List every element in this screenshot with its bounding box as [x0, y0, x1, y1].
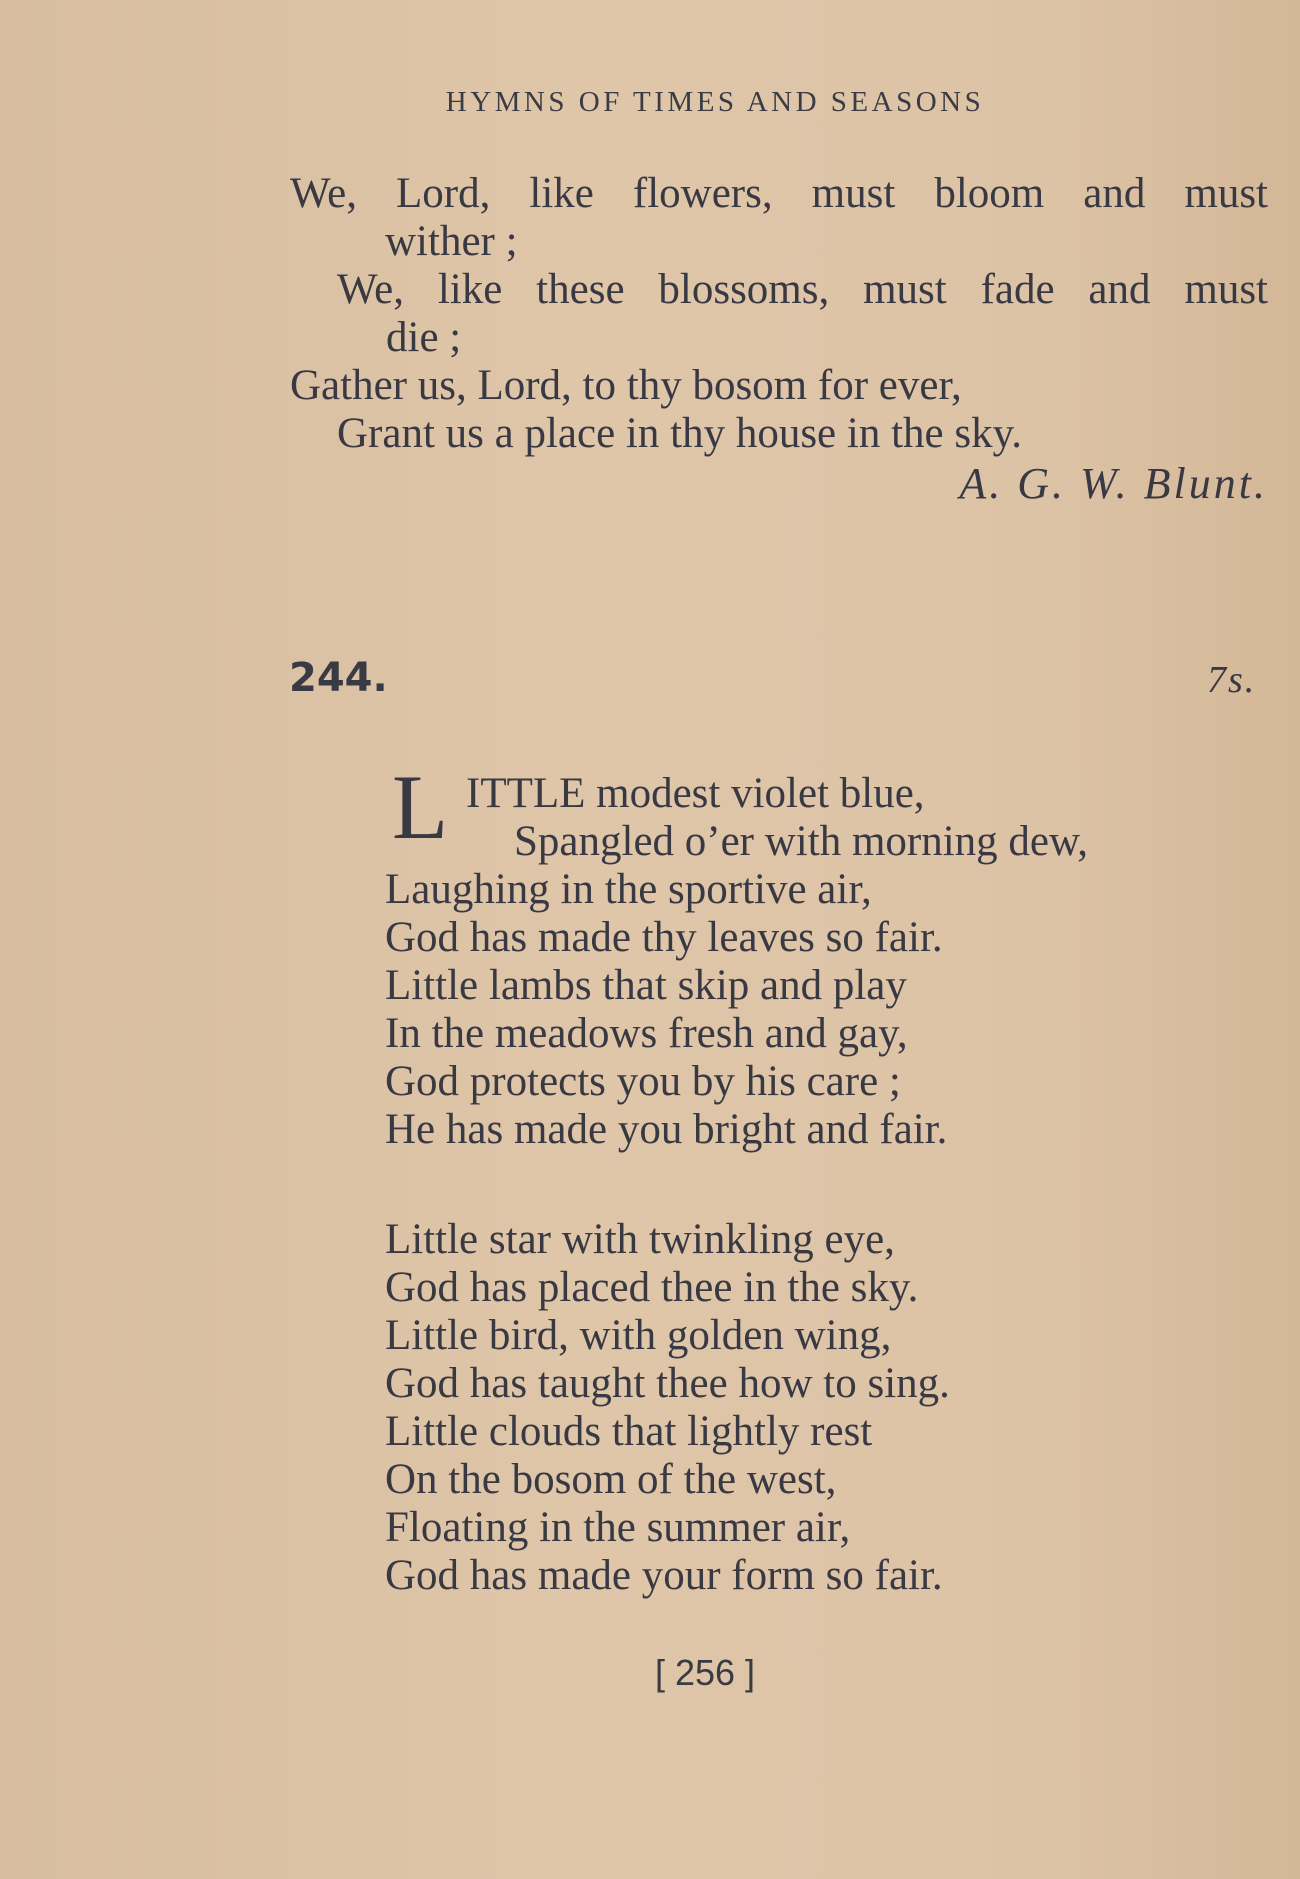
verse-line: Little lambs that skip and play [385, 962, 907, 1009]
verse-line: wither ; [385, 218, 518, 265]
verse-line: ITTLE modest violet blue, [466, 770, 925, 817]
verse-line: In the meadows fresh and gay, [385, 1010, 908, 1057]
verse-line: Little bird, with golden wing, [385, 1312, 892, 1359]
verse-line: Gather us, Lord, to thy bosom for ever, [290, 362, 962, 409]
verse-line: Spangled o’er with morning dew, [514, 818, 1089, 865]
hymn-number: 244. [289, 655, 388, 701]
verse-line: We, Lord, like flowers, must bloom and must [290, 170, 1268, 217]
hymn-meter: 7s. [1207, 659, 1257, 701]
verse-line: He has made you bright and fair. [385, 1106, 948, 1153]
verse-line: Little clouds that lightly rest [385, 1408, 873, 1455]
verse-line: God has placed thee in the sky. [385, 1264, 919, 1311]
verse-line: God protects you by his care ; [385, 1058, 901, 1105]
verse-line: God has taught thee how to sing. [385, 1360, 950, 1407]
verse-line: God has made your form so fair. [385, 1552, 943, 1599]
verse-line: On the bosom of the west, [385, 1456, 837, 1503]
drop-cap: L [392, 756, 449, 858]
verse-line: Little star with twinkling eye, [385, 1216, 895, 1263]
running-head: HYMNS OF TIMES AND SEASONS [445, 86, 985, 118]
page-number: [ 256 ] [654, 1652, 756, 1693]
verse-line: We, like these blossoms, must fade and must [337, 266, 1268, 313]
verse-line: Floating in the summer air, [385, 1504, 851, 1551]
verse-line: Laughing in the sportive air, [385, 866, 872, 913]
hymn-author: A. G. W. Blunt. [959, 459, 1268, 508]
verse-line: God has made thy leaves so fair. [385, 914, 943, 961]
verse-line: Grant us a place in thy house in the sky. [337, 410, 1023, 457]
verse-line: die ; [386, 314, 462, 361]
